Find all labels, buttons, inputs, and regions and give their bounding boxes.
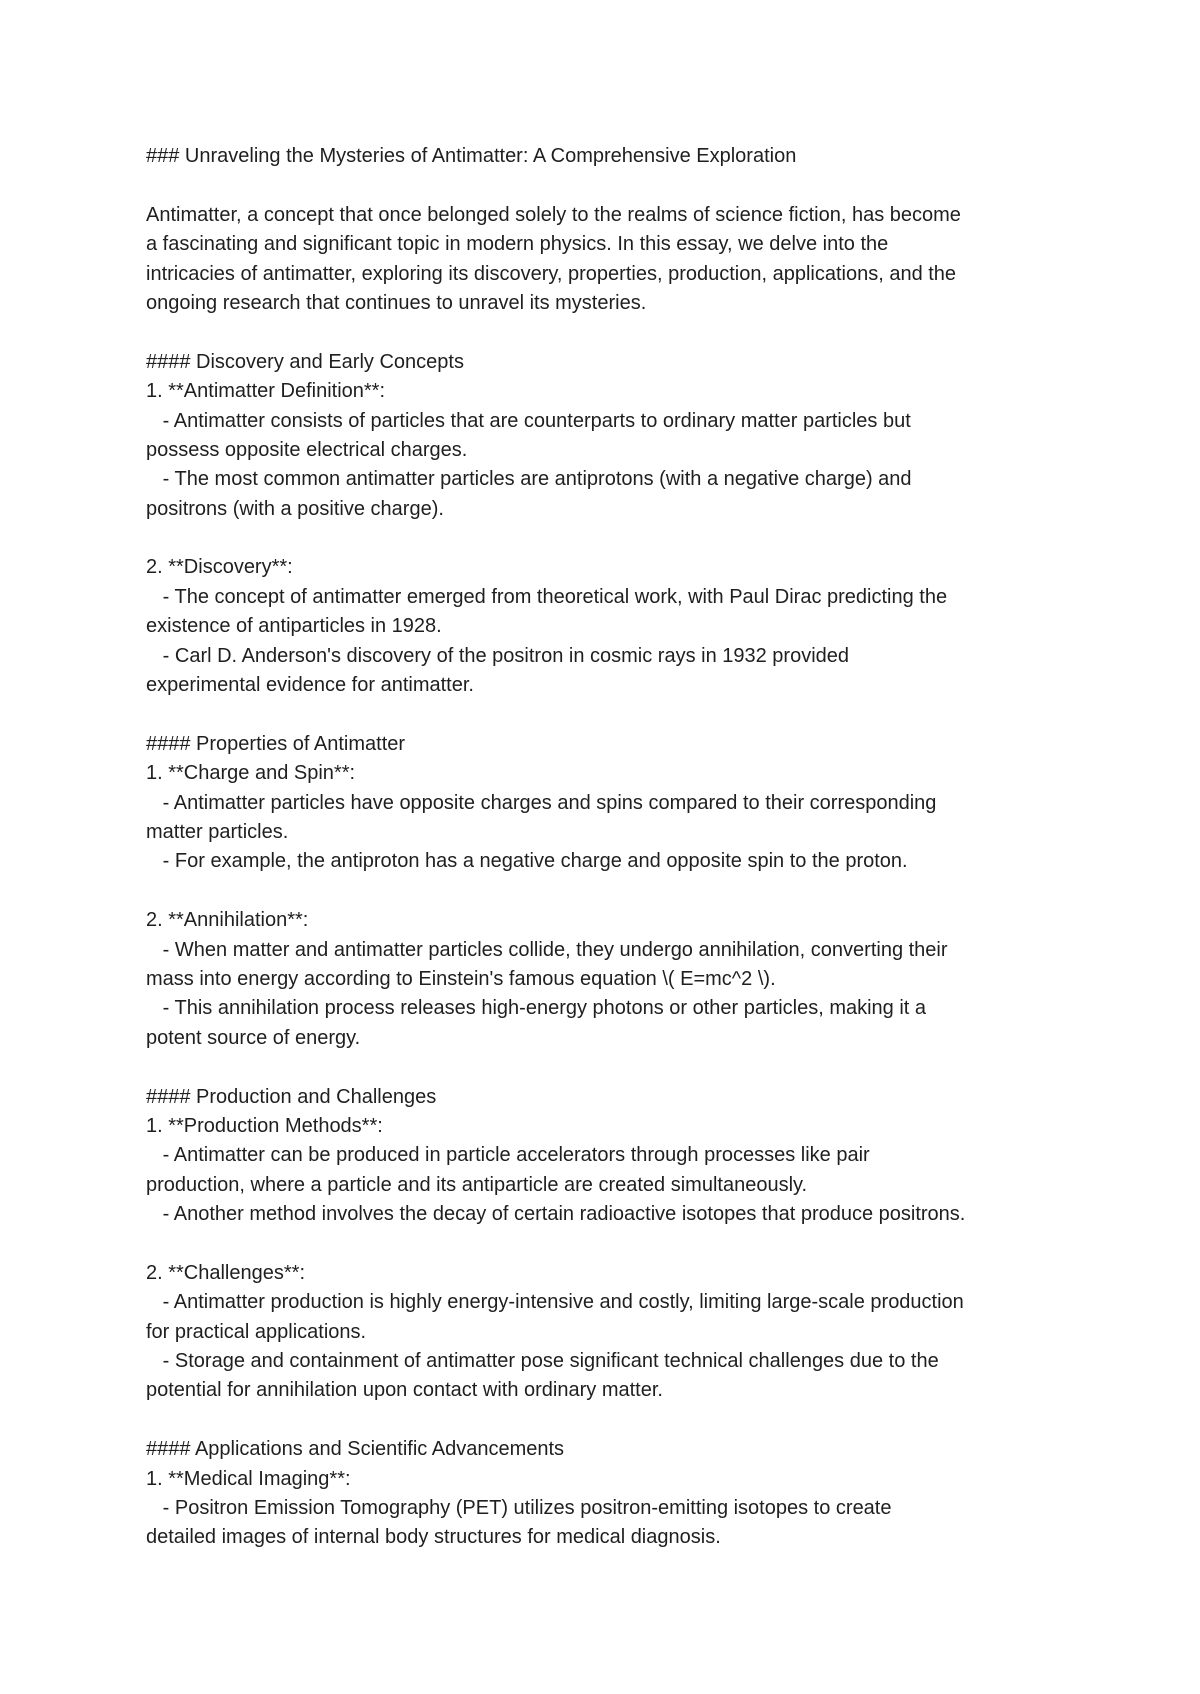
blank-line bbox=[146, 1053, 1086, 1082]
bullet-line: - The most common antimatter particles are antiprotons (with a negative charge) and bbox=[146, 468, 912, 491]
text-line: potent source of energy. bbox=[146, 1026, 361, 1049]
bullet-line: - Positron Emission Tomography (PET) utilizes positron-emitting isotopes to create bbox=[146, 1496, 892, 1519]
bullet-line: - Antimatter particles have opposite charges and spins compared to their corresponding bbox=[146, 791, 937, 814]
blank-line bbox=[146, 1406, 1086, 1435]
blank-line bbox=[146, 877, 1086, 906]
text-line: for practical applications. bbox=[146, 1320, 367, 1343]
text-line: production, where a particle and its antiparticle are created simultaneously. bbox=[146, 1173, 808, 1196]
text-line: possess opposite electrical charges. bbox=[146, 438, 468, 461]
bullet-line: - Another method involves the decay of certain radioactive isotopes that produce positrons. bbox=[146, 1203, 966, 1226]
text-line: positrons (with a positive charge). bbox=[146, 497, 444, 520]
blank-line bbox=[146, 171, 1086, 200]
numbered-item: 1. **Production Methods**: bbox=[146, 1114, 383, 1137]
numbered-item: 1. **Medical Imaging**: bbox=[146, 1467, 351, 1490]
numbered-item: 2. **Annihilation**: bbox=[146, 909, 309, 932]
text-line: experimental evidence for antimatter. bbox=[146, 674, 474, 697]
section-heading: #### Discovery and Early Concepts bbox=[146, 350, 464, 373]
bullet-line: - The concept of antimatter emerged from theoretical work, with Paul Dirac predicting the bbox=[146, 585, 948, 608]
section-heading: #### Production and Challenges bbox=[146, 1085, 437, 1108]
bullet-line: - Antimatter production is highly energy-intensive and costly, limiting large-scale production bbox=[146, 1291, 964, 1314]
text-line: existence of antiparticles in 1928. bbox=[146, 615, 442, 638]
section-heading: #### Applications and Scientific Advancements bbox=[146, 1438, 565, 1461]
text-line: ongoing research that continues to unravel its mysteries. bbox=[146, 291, 647, 314]
bullet-line: - For example, the antiproton has a negative charge and opposite spin to the proton. bbox=[146, 850, 908, 873]
blank-line bbox=[146, 1229, 1086, 1258]
text-line: detailed images of internal body structures for medical diagnosis. bbox=[146, 1526, 721, 1549]
blank-line bbox=[146, 318, 1086, 347]
blank-line bbox=[146, 700, 1086, 729]
blank-line bbox=[146, 524, 1086, 553]
numbered-item: 1. **Antimatter Definition**: bbox=[146, 380, 386, 403]
bullet-line: - Carl D. Anderson's discovery of the positron in cosmic rays in 1932 provided bbox=[146, 644, 850, 667]
section-heading: #### Properties of Antimatter bbox=[146, 732, 406, 755]
bullet-line: - This annihilation process releases high-energy photons or other particles, making it a bbox=[146, 997, 927, 1020]
bullet-line: - When matter and antimatter particles collide, they undergo annihilation, converting their bbox=[146, 938, 948, 961]
text-line: mass into energy according to Einstein's famous equation \( E=mc^2 \). bbox=[146, 967, 776, 990]
numbered-item: 2. **Discovery**: bbox=[146, 556, 293, 579]
document-page bbox=[146, 142, 1086, 1553]
bullet-line: - Antimatter can be produced in particle accelerators through processes like pair bbox=[146, 1144, 870, 1167]
text-line: matter particles. bbox=[146, 820, 289, 843]
bullet-line: - Storage and containment of antimatter pose significant technical challenges due to the bbox=[146, 1350, 939, 1373]
bullet-line: - Antimatter consists of particles that are counterparts to ordinary matter particles but bbox=[146, 409, 911, 432]
numbered-item: 1. **Charge and Spin**: bbox=[146, 762, 356, 785]
text-line: Antimatter, a concept that once belonged solely to the realms of science fiction, has become bbox=[146, 203, 961, 226]
text-line: intricacies of antimatter, exploring its discovery, properties, production, applications, and the bbox=[146, 262, 957, 285]
text-line: potential for annihilation upon contact with ordinary matter. bbox=[146, 1379, 663, 1402]
text-line: a fascinating and significant topic in modern physics. In this essay, we delve into the bbox=[146, 233, 889, 256]
numbered-item: 2. **Challenges**: bbox=[146, 1261, 305, 1284]
document-title: ### Unraveling the Mysteries of Antimatter: A Comprehensive Exploration bbox=[146, 145, 797, 167]
